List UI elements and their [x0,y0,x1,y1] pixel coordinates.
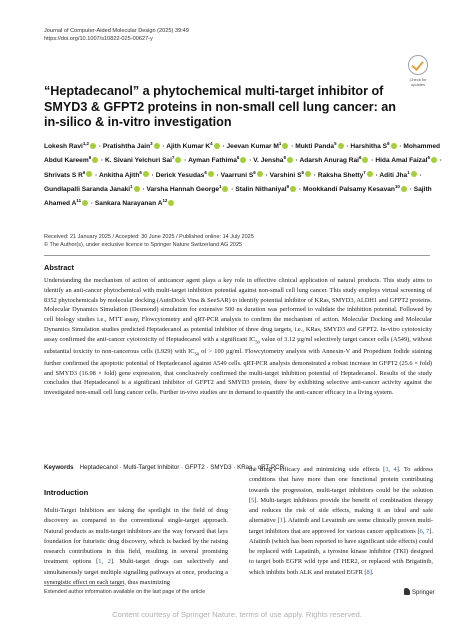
author-entry[interactable] [375,157,438,164]
author-name: Ayman Fathima [188,157,237,165]
intro-text: ]. Multi-target inhibitors provide the benefit of combination therapy and reduces the risk of side effects, making it an ideal and safe alternative [ [249,496,433,525]
orcid-icon[interactable] [214,143,220,149]
abstract-text [44,276,432,398]
orcid-icon[interactable] [290,186,296,192]
author-entry[interactable] [220,169,264,179]
author-entry[interactable] [227,143,290,150]
intro-text: , [101,558,108,566]
orcid-icon[interactable] [362,157,368,163]
author-name: Varsha Hannah George [146,186,220,194]
journal-citation: Journal of Computer-Aided Molecular Design (2025) 39:49 [44,28,189,34]
author-affiliation: 8 [283,155,286,161]
author-separator: · [289,143,296,151]
author-affiliation: 1,2 [82,141,89,146]
author-entry[interactable] [98,169,150,179]
citation-link[interactable]: 3 [385,466,389,473]
author-entry[interactable] [235,183,297,194]
author-affiliation: 7 [363,169,366,175]
citation-link[interactable]: 2 [107,558,111,566]
author-entry[interactable] [44,183,141,194]
subscript: 50 [194,351,199,356]
author-entry[interactable] [166,143,220,150]
intro-text: ]. Multi-target drugs can selectively and simultaneously target multiple signalling pathways at once, producing a synergistic effect on each target, thus maximizing [44,558,229,586]
author-separator: · [149,171,156,179]
author-separator: · [297,186,303,194]
abstract-part: value of 3.12 µg/ml selectively target cancer cells (A549), without substantial toxicity to non-cancerous cells (L929) with IC [44,335,432,355]
author-affiliation: 9 [286,183,290,189]
author-affiliation: 12 [162,198,168,204]
orcid-icon[interactable] [90,143,96,149]
footnote-rule [44,585,124,586]
springer-horse-icon [404,588,410,595]
author-entry[interactable] [155,169,215,179]
author-affiliation: 10 [394,183,400,189]
intro-text: , [422,527,427,535]
author-separator: · [407,186,414,194]
citation-link[interactable]: 1 [98,558,102,566]
author-affiliation: 6 [301,169,304,175]
author-affiliation: 6 [82,169,86,175]
author-affiliation: 6 [387,141,390,146]
author-name: Raksha Shetty [317,171,364,179]
received-accepted-published: Received: 21 January 2025 / Accepted: 30 June 2025 / Published online: 14 July 2025 [44,234,254,240]
author-entry[interactable] [146,183,229,194]
author-affiliation: 6 [88,155,92,161]
springer-logo [404,588,435,596]
intro-text: ]. [369,568,374,576]
article-title: “Heptadecanol” a phytochemical multi-target inhibitor of SMYD3 & GFPT2 proteins in non-small cell lung cancer: an in-silico & in-vitro investigation [44,84,396,129]
author-name: Lokesh Ravi [44,143,83,151]
citation-link[interactable]: 1 [279,517,283,525]
author-entry[interactable] [302,183,408,194]
orcid-icon[interactable] [92,157,98,163]
citation-link[interactable]: 4 [393,466,397,473]
copyright-line: © The Author(s), under exclusive licence to Springer Nature Switzerland AG 2025 [44,242,243,248]
keywords-label: Keywords [44,464,74,471]
author-name: Shrivats S R [44,171,83,179]
author-entry[interactable] [188,157,247,164]
author-name: Ankitha Ajith [98,171,140,179]
orcid-icon[interactable] [143,171,149,177]
orcid-icon[interactable] [82,200,88,206]
author-entry[interactable] [95,200,175,207]
author-entry[interactable] [295,143,344,150]
author-name: Harshitha S [350,143,388,151]
author-separator: · [229,186,236,194]
author-entry[interactable] [350,143,397,150]
orcid-icon[interactable] [305,171,311,177]
author-entry[interactable] [103,143,161,150]
author-separator: · [89,200,95,208]
author-separator: · [437,157,442,165]
author-entry[interactable] [105,157,182,164]
author-separator: · [263,171,270,179]
author-name: V. Jensha [253,157,284,165]
author-separator: · [160,143,167,151]
author-name: Sajith Ahamed A [44,186,432,208]
author-separator: · [344,143,351,151]
introduction-left-column [44,506,228,588]
author-affiliation: 6 [359,155,362,161]
intro-text: , [388,466,394,473]
author-entry[interactable] [269,169,312,179]
publication-dates [44,233,254,249]
author-affiliation: 5 [334,141,337,146]
intro-text: ]. Afatinib (which has been reported to have significant side effects) could be replaced with Lapatinib, a tyrosine kinase inhibitor (TKI) designed to target both EGFR wild type and HER2, or replaced with Brigatinib, which inhibits both ALK and mutated EGFR [ [249,527,434,576]
author-name: Vaarruni S [220,171,254,179]
orcid-icon[interactable] [134,186,140,192]
intro-text: ]. To address conditions that have more than one functional protein contributing towards the progression, multi-target inhibitors could be the solution [ [249,466,433,504]
author-name: Jeevan Kumar M [226,143,279,151]
subscript: 50 [255,338,260,344]
author-separator: · [140,186,147,194]
author-entry[interactable] [44,169,93,179]
courtesy-notice: Content courtesy of Springer Nature, terms of use apply. Rights reserved. [112,610,362,619]
author-separator: · [182,157,189,165]
author-affiliation: 4 [210,141,213,146]
author-affiliation: 1 [130,183,133,189]
orcid-icon[interactable] [168,200,174,206]
orcid-icon[interactable] [175,157,181,163]
author-affiliation: 6 [139,169,142,175]
author-name: K. Sivani Yelchuri Sai [105,157,172,165]
author-separator: · [311,171,318,179]
orcid-icon[interactable] [401,186,407,192]
orcid-icon[interactable] [222,186,228,192]
author-affiliation: 6 [204,169,207,175]
author-affiliation: 3 [150,141,153,146]
author-separator: · [293,157,300,165]
intro-text: Multi-Target Inhibitors are taking the spotlight in the field of drug discovery as compared to the conventional single-target approach. Natural products as multi-target inhibitors are the way forward that lays foundation for futuristic drug discovery, which is backed by the raising research contributions in this field, resulting in several promising treatment options [ [44,507,228,566]
check-updates-icon [408,55,428,75]
orcid-icon[interactable] [208,171,214,177]
keywords-list: Heptadecanol · Multi-Target Inhibitor · GFPT2 · SMYD3 · KRas · qRT-PCR [79,464,285,471]
author-entry[interactable] [253,157,294,164]
introduction-heading: Introduction [44,488,89,497]
author-separator: · [397,143,404,151]
author-separator: · [373,171,380,179]
orcid-icon[interactable] [411,171,417,177]
citation-link[interactable]: 6 [419,527,423,535]
author-name: Derick Yesudas [155,171,205,179]
check-updates-label: Check for updates [409,77,427,87]
intro-text: ]. Afatinib and Levatinib are some clinically proven multi-target inhibitors that are approved for various cancer applications [ [249,517,434,535]
orcid-icon[interactable] [257,171,263,177]
abstract-part: Understanding the mechanism of action of anticancer agent plays a key role in effective clinical application of natural products. This study aims to identify an anti-cancer phytochemical with multi-target inhibition potential against non-small cell lung cancer. This study employs virtual screening of 8352 phytochemicals by molecular docking (AutoDock Vina & SeeSAR) to identify potential inhibitor of KRas, SMYD3, ALDH1 and GFPT2 proteins. Molecular Dynamics Simulation (Desmond) simulation for extensive 500 ns duration was performed to validate the inhibition potential. Followed by cell biology studies i.e., MTT assay, Flowcytometry and qRT-PCR analysis to confirm the mechanism of action. Molecular Docking and Molecular Dynamics Simulation studies predicted Heptadecanol as potential inhibitor of three drug targets, i.e., KRas, SMYD3 and GFPT2. In-vitro cytotoxicity assay confirmed the anti-cancer cytotoxicity of Heptadecanol with a significant IC [44,277,432,343]
author-name: Mookkandi Palsamy Kesavan [302,186,395,194]
author-separator: · [247,157,254,165]
author-affiliation: 1 [278,141,282,146]
orcid-icon[interactable] [287,157,293,163]
author-name: Mohammed Abdul Kareem [44,143,441,165]
orcid-icon[interactable] [367,171,373,177]
author-separator: · [220,143,227,151]
author-affiliation: 7 [171,155,175,161]
author-entry[interactable] [317,169,374,179]
author-separator: · [214,171,221,179]
author-name: Adarsh Anurag Rai [299,157,359,165]
author-affiliation: 6 [253,169,256,175]
author-name: Gundlapalli Saranda Janaki [44,186,131,194]
abstract-part: of > 100 µg/ml. Flowcytometry analysis with Annexin-V and Propedium Iodide staining further confirmed the apoptotic potential of Heptadecanol against A549 cells. qRT-PCR analysis demonstrated a robust increase in GFPT2 (25.6 × fold) and SMYD3 (16.98 × fold) gene expression, that conclusively confirmed the multi-target inhibition potential of Heptadecanol. Results of the study concludes that Heptadecanol is a significant inhibitor of GFPT2 and SMYD3 protein, there by exhibiting selective anti-cancer activity against the investigated non-small cell lung cancer cells. Further in-vivo studies are in demand to quantify the anti-cancer efficacy in a living system. [44,347,432,397]
journal-header [44,27,189,43]
check-for-updates-badge[interactable] [403,55,433,87]
orcid-icon[interactable] [86,171,92,177]
author-name: Sankara Narayanan A [94,200,163,208]
doi-link[interactable]: https://doi.org/10.1007/s10822-025-00627-y [44,36,153,42]
author-name: Varshini S [269,171,302,179]
orcid-icon[interactable] [431,157,437,163]
author-affiliation: 6 [427,155,430,161]
orcid-icon[interactable] [240,157,246,163]
author-name: Hida Amal Faizal [375,157,428,165]
orcid-icon[interactable] [338,143,344,149]
author-entry[interactable] [300,157,370,164]
citation-link[interactable]: 8 [366,568,370,576]
intro-text: the drug’s efficacy and minimizing side effects [ [249,466,386,473]
author-affiliation: 1 [219,183,222,189]
author-affiliation: 1 [407,169,410,175]
author-name: Stalin Nithaniyal [235,186,287,194]
footnote: Extended author information available on the last page of the article [44,589,206,595]
introduction-right-column [249,465,433,578]
author-name: Mukti Panda [295,143,335,151]
author-affiliation: 11 [76,198,82,204]
author-separator: · [417,171,422,179]
citation-link[interactable]: 7 [426,527,430,535]
abstract-heading: Abstract [44,263,74,272]
author-name: Ajith Kumar K [166,143,211,151]
orcid-icon[interactable] [391,143,397,149]
author-name: Aditi Jha [379,171,408,179]
author-separator: · [99,157,106,165]
author-name: Pratishtha Jain [102,143,151,151]
author-entry[interactable] [44,143,97,150]
orcid-icon[interactable] [154,143,160,149]
author-separator: · [96,143,103,151]
citation-link[interactable]: 5 [251,496,255,504]
author-separator: · [369,157,376,165]
publisher-name: Springer [412,590,435,596]
author-separator: · [93,171,99,179]
divider [44,255,430,256]
author-list [44,138,444,209]
author-entry[interactable] [379,169,417,179]
orcid-icon[interactable] [282,143,288,149]
author-affiliation: 6 [236,155,240,161]
